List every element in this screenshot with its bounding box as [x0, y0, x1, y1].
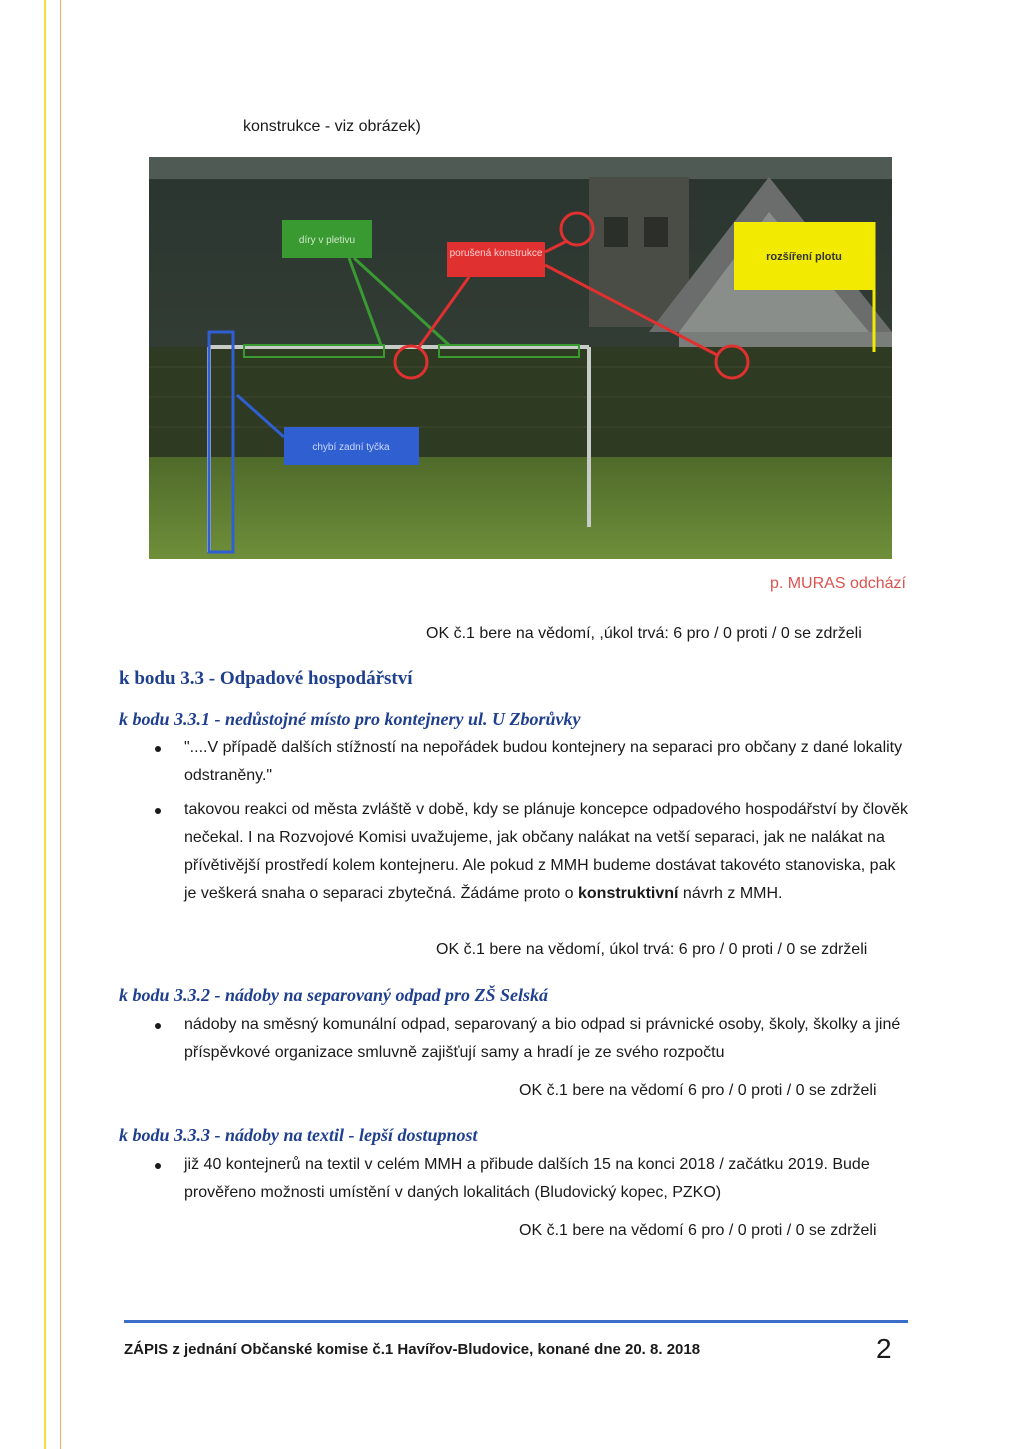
- bullet-text: takovou reakci od města zvláště v době, kdy se plánuje koncepce odpadového hospodářství by člověk nečekal. I na Rozvojové Komisi uvažujeme, jak občany nalákat na vetší separaci, jak ne nalákat na přívětivější prostředí kolem kontejneru. Ale pokud z MMH budeme dostávat takovéto stanoviska, pak je veškerá snaha o separaci zbytečná. Žádáme proto o: [184, 801, 908, 902]
- list-item: již 40 kontejnerů na textil v celém MMH a přibude dalších 15 na konci 2018 / začátku 2019. Bude prověřeno možnosti umístění v daných lokalitách (Bludovický kopec, PZKO): [150, 1151, 910, 1207]
- list-item: "....V případě dalších stížností na nepořádek budou kontejnery na separaci pro občany z dané lokality odstraněny.": [150, 734, 910, 790]
- subsection-heading-331: k bodu 3.3.1 - nedůstojné místo pro kontejnery ul. U Zborůvky: [119, 709, 581, 729]
- subsection-heading-332: k bodu 3.3.2 - nádoby na separovaný odpad pro ZŠ Selská: [119, 985, 549, 1005]
- vote-333: OK č.1 bere na vědomí 6 pro / 0 proti / 0 se zdrželi: [519, 1222, 877, 1239]
- extension-label: [734, 222, 874, 290]
- list-item: [150, 796, 910, 908]
- muras-note: p. MURAS odchází: [769, 575, 906, 592]
- bullet-list-333: [150, 1151, 910, 1207]
- bullet-end: návrh z MMH.: [678, 885, 783, 902]
- missing-post-label: [284, 427, 419, 465]
- fence-photo: [149, 157, 892, 559]
- bullet-bold: konstruktivní: [578, 885, 679, 902]
- damaged-label: [447, 242, 545, 277]
- intro-text: konstrukce - viz obrázek): [243, 118, 421, 135]
- svg-text:chybí zadní tyčka: chybí zadní tyčka: [312, 442, 390, 453]
- svg-text:díry v pletivu: díry v pletivu: [298, 235, 356, 246]
- bullet-list-331: [150, 734, 910, 908]
- subsection-heading-333: k bodu 3.3.3 - nádoby na textil - lepší dostupnost: [119, 1125, 478, 1145]
- footer-rule: [124, 1320, 908, 1323]
- holes-label: [282, 220, 372, 258]
- svg-text:porušená konstrukce: porušená konstrukce: [449, 248, 543, 259]
- margin-line-yellow: [44, 0, 46, 1449]
- footer-text: ZÁPIS z jednání Občanské komise č.1 Havířov-Bludovice, konané dne 20. 8. 2018: [124, 1341, 701, 1358]
- page-number: 2: [876, 1333, 892, 1364]
- vote-331: OK č.1 bere na vědomí, úkol trvá: 6 pro / 0 proti / 0 se zdrželi: [436, 941, 868, 958]
- bullet-list-332: [150, 1011, 910, 1067]
- section-heading: k bodu 3.3 - Odpadové hospodářství: [119, 668, 413, 689]
- svg-text:rozšíření plotu: rozšíření plotu: [766, 251, 842, 263]
- vote-1: OK č.1 bere na vědomí, ,úkol trvá: 6 pro / 0 proti / 0 se zdrželi: [426, 625, 862, 642]
- list-item: nádoby na směsný komunální odpad, separovaný a bio odpad si právnické osoby, školy, školky a jiné příspěvkové organizace smluvně zajišťují samy a hradí je ze svého rozpočtu: [150, 1011, 910, 1067]
- vote-332: OK č.1 bere na vědomí 6 pro / 0 proti / 0 se zdrželi: [519, 1082, 877, 1099]
- margin-line-orange: [60, 0, 61, 1449]
